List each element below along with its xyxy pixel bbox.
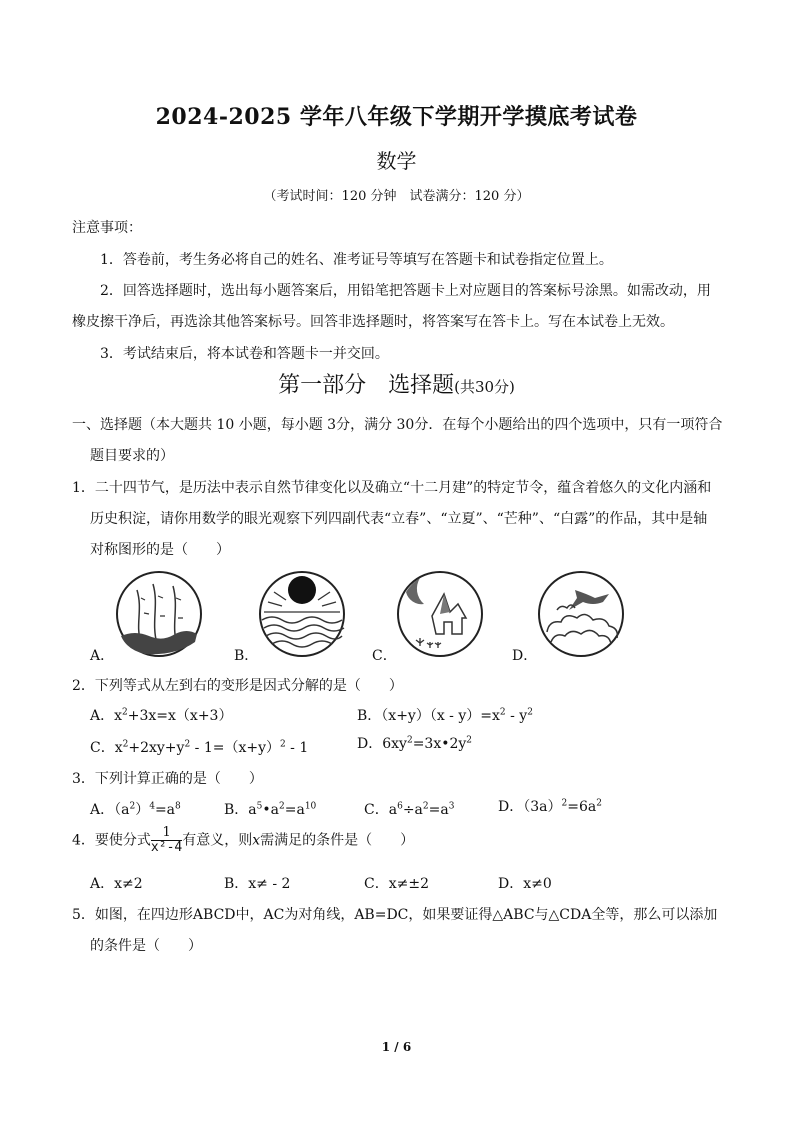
q2-option-c: C．$x^2+2xy+y^2 - 1=(x+y)^2 - 1$ xyxy=(90,739,309,756)
q2-d-label: D． xyxy=(357,736,383,752)
q4-option-a: A．x≠2 xyxy=(90,876,143,892)
q2-b-label: B． xyxy=(357,708,382,724)
q4-option-d: D．x≠0 xyxy=(498,876,552,892)
q4-option-b: B．x≠ - 2 xyxy=(224,876,291,892)
q3-option-b: B．$a^5•a^2=a^{10}$ xyxy=(224,801,317,818)
q4-stem: 4．要使分式 $\frac{1}{\text{x²-4}}$ 有意义，则x需满足的条件是（ ） xyxy=(72,825,415,855)
q3-option-c: C．$a^6\div a^2=a^3$ xyxy=(364,801,455,818)
notice-item-2: 2．回答选择题时，选出每小题答案后，用铅笔把答题卡上对应题目的答案标号涂黑。如需改动，用 xyxy=(100,283,711,299)
q2-stem: 2．下列等式从左到右的变形是因式分解的是（ ） xyxy=(72,678,403,694)
q2-option-d: D．$6xy^2=3x•2y^2$ xyxy=(357,735,473,752)
q3-c-label: C． xyxy=(364,802,389,818)
q2-a-label: A． xyxy=(90,708,115,724)
q3-stem: 3．下列计算正确的是（ ） xyxy=(72,771,263,787)
q4-option-c: C．x≠±2 xyxy=(364,876,429,892)
spring-branch-icon xyxy=(115,570,203,658)
q4-fraction xyxy=(151,826,182,855)
q5-line2: 的条件是（ ） xyxy=(90,938,202,954)
q4-stem-pre: 4．要使分式 xyxy=(72,832,151,849)
section-title-text: 第一部分 选择题 xyxy=(278,373,455,398)
house-moon-icon xyxy=(396,570,484,658)
q1-option-d: D． xyxy=(512,648,538,664)
q3-a-label: A． xyxy=(90,802,115,818)
notice-item-2-cont: 橡皮擦干净后，再选涂其他答案标号。回答非选择题时，将答案写在答卡上。写在本试卷上无效。 xyxy=(72,314,674,330)
part1-instruction: 一、选择题（本大题共 10 小题，每小题 3分，满分 30分．在每个小题给出的四个选项中，只有一项符合 xyxy=(72,417,723,433)
notice-item-3: 3．考试结束后，将本试卷和答题卡一并交回。 xyxy=(100,346,389,362)
q3-d-label: D． xyxy=(498,799,524,815)
q4-stem-post: 有意义，则 xyxy=(182,832,253,849)
q4-fraction-numerator: 1 xyxy=(151,826,182,841)
section-title xyxy=(0,368,793,399)
q2-option-a: A．$x^2+3x=x(x+3)$ xyxy=(90,707,233,724)
page-number: 1 / 6 xyxy=(381,1040,412,1054)
q1-line1: 1．二十四节气，是历法中表示自然节律变化以及确立“十二月建”的特定节令，蕴含着悠久的文化内涵和 xyxy=(72,480,712,496)
subject-title: 数学 xyxy=(376,149,417,173)
notice-item-1: 1．答卷前，考生务必将自己的姓名、准考证号等填写在答题卡和试卷指定位置上。 xyxy=(100,252,613,268)
exam-info: （考试时间：120 分钟 试卷满分：120 分） xyxy=(263,189,530,204)
q1-option-c: C． xyxy=(372,648,397,664)
q4-fraction-denominator: x²-4 xyxy=(150,840,183,855)
sun-waves-icon xyxy=(258,570,346,658)
q1-option-a: A． xyxy=(90,648,115,664)
q2-c-label: C． xyxy=(90,740,115,756)
q3-option-a: A．$(a^2)^4=a^8$ xyxy=(90,801,181,818)
q3-b-label: B． xyxy=(224,802,249,818)
part1-instruction-cont: 题目要求的） xyxy=(90,448,174,464)
q5-line1: 5．如图，在四边形ABCD中，AC为对角线，AB=DC，如果要证得△ABC与△CDA全等，那么可以添加 xyxy=(72,907,718,923)
q1-option-b: B． xyxy=(234,648,259,664)
q3-option-d: D．$(3a)^2=6a^2$ xyxy=(498,798,602,815)
bird-cloud-icon xyxy=(537,570,625,658)
notice-heading: 注意事项： xyxy=(72,220,142,236)
exam-title: 2024-2025 学年八年级下学期开学摸底考试卷 xyxy=(155,104,638,130)
q2-option-b: B．$(x+y)(x - y)=x^2 - y^2$ xyxy=(357,707,533,724)
section-score: (共30分) xyxy=(454,378,515,396)
q1-line3: 对称图形的是（ ） xyxy=(90,542,230,558)
q1-line2: 历史积淀，请你用数学的眼光观察下列四副代表“立春”、“立夏”、“芒种”、“白露”的作品，其中是轴 xyxy=(90,511,708,527)
q4-stem-end: 需满足的条件是（ ） xyxy=(260,832,415,849)
